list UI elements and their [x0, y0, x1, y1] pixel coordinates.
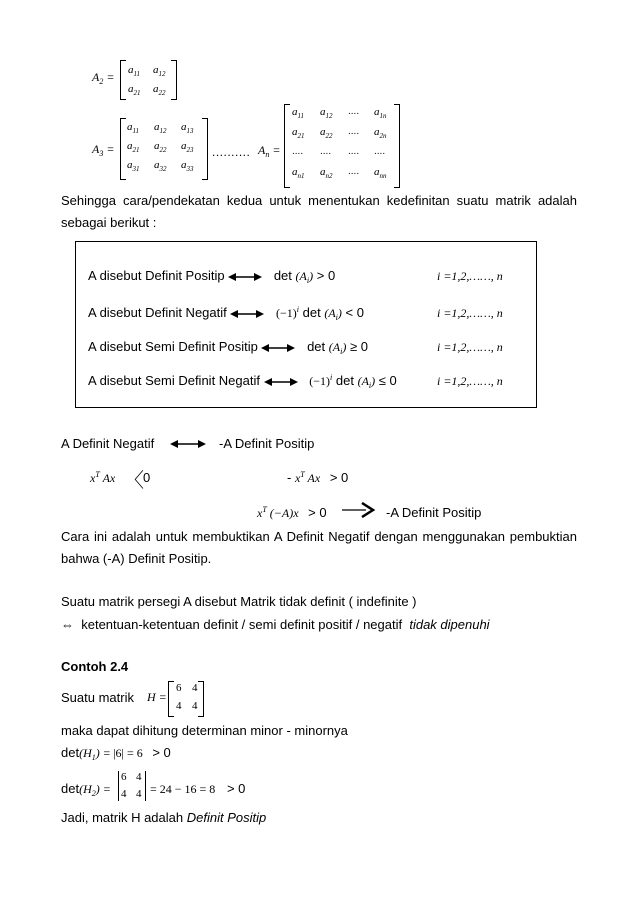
det-h2-cell: 4: [136, 771, 142, 783]
matrix-h-label: H =: [147, 690, 167, 704]
matrix-h-left-bracket: [168, 681, 174, 717]
matrix-a3-cell: $a_{22}$: [154, 140, 167, 154]
matrix-an-ellipsis: ....: [348, 166, 360, 177]
indefinite-line: Suatu matrik persegi A disebut Matrik tidak definit ( indefinite ): [61, 594, 417, 609]
matrix-an-ellipsis: ....: [348, 106, 360, 117]
xt-neg-a-x-expression: $x^T$ (−A)x > 0: [257, 505, 327, 520]
example-intro: Suatu matrik: [61, 690, 134, 705]
matrix-a3-cell: $a_{12}$: [154, 121, 167, 135]
matrix-an-label: $A_n$ =: [258, 143, 281, 159]
matrix-an-left-bracket: [284, 104, 290, 188]
matrix-a3-cell: $a_{23}$: [181, 140, 194, 154]
double-arrow-icon: [261, 343, 295, 353]
matrix-a3-cell: $a_{11}$: [127, 121, 139, 135]
matrix-an-cell: $a_{21}$: [292, 126, 305, 140]
minor-text: maka dapat dihitung determinan minor - minornya: [61, 723, 348, 738]
matrix-h-cell: 4: [192, 700, 198, 712]
indefinite-condition: ⇔ ketentuan-ketentuan definit / semi definit positif / negatif tidak dipenuhi: [61, 617, 490, 632]
matrix-a3-right-bracket: [202, 118, 208, 180]
det-h2-cell: 4: [121, 788, 127, 800]
xtax-expression: $x^T$ Ax: [90, 470, 116, 485]
det-h2-result: = 24 − 16 = 8 > 0: [150, 781, 246, 796]
neg-def-right: -A Definit Positip: [219, 436, 315, 451]
criterion-range: i =1,2,……, n: [437, 374, 503, 388]
matrix-a3-cell: $a_{32}$: [154, 159, 167, 173]
implies-arrow-icon: [342, 502, 376, 518]
matrix-an-cell: $a_{nn}$: [374, 166, 387, 180]
criterion-definit-negatif: A disebut Definit Negatif $(-1)^i$ $\det (A_i) < 0$: [88, 305, 364, 322]
criterion-semi-definit-negatif: A disebut Semi Definit Negatif $(-1)^i$ $\det (A_i) \le 0$: [88, 373, 397, 390]
double-arrow-icon: [228, 272, 262, 282]
matrix-an-cell: $a_{12}$: [320, 106, 333, 120]
det-h1: $\det(H_1) = |6| = 6 > 0$: [61, 745, 171, 762]
criterion-definit-positip: A disebut Definit Positip $\det (A_i) > 0$: [88, 268, 336, 285]
zero-value: 0: [143, 470, 151, 485]
matrix-a3-cell: $a_{13}$: [181, 121, 194, 135]
criterion-range: i =1,2,……, n: [437, 269, 503, 283]
matrix-an-cell: $a_{1n}$: [374, 106, 387, 120]
less-than-angle: 〈: [124, 470, 144, 492]
det-h2-cell: 6: [121, 771, 127, 783]
matrix-an-ellipsis: ....: [292, 146, 304, 157]
matrix-h-right-bracket: [198, 681, 204, 717]
matrix-an-cell: $a_{22}$: [320, 126, 333, 140]
double-arrow-icon: [264, 377, 298, 387]
matrix-an-cell: $a_{n1}$: [292, 166, 305, 180]
matrix-h-cell: 4: [192, 682, 198, 694]
matrix-an-cell: $a_{n2}$: [320, 166, 333, 180]
matrix-an-cell: $a_{11}$: [292, 106, 304, 120]
neg-def-left: A Definit Negatif: [61, 436, 155, 451]
matrix-a2-right-bracket: [171, 60, 177, 100]
implies-result: -A Definit Positip: [386, 505, 482, 520]
cara-paragraph: Cara ini adalah untuk membuktikan A Definit Negatif dengan menggunakan pembuktian bahwa (-A) Definit Positip.: [61, 529, 577, 566]
matrix-a2-cell: $a_{11}$: [128, 64, 140, 78]
matrix-an-cell: $a_{2n}$: [374, 126, 387, 140]
matrix-a3-label: $A_3$ =: [92, 142, 115, 158]
det-h2-cell: 4: [136, 788, 142, 800]
matrix-a2-cell: $a_{12}$: [153, 64, 166, 78]
matrix-an-right-bracket: [394, 104, 400, 188]
double-arrow-icon: [170, 439, 206, 449]
matrix-an-ellipsis: ....: [348, 146, 360, 157]
matrix-an-ellipsis: ....: [320, 146, 332, 157]
matrix-a3-cell: $a_{21}$: [127, 140, 140, 154]
matrix-a2-cell: $a_{22}$: [153, 83, 166, 97]
conclusion: Jadi, matrik H adalah Definit Positip: [61, 810, 267, 825]
matrix-a3-cell: $a_{31}$: [127, 159, 140, 173]
matrix-a2-left-bracket: [120, 60, 126, 100]
criterion-range: i =1,2,……, n: [437, 306, 503, 320]
neg-xtax-expression: - $x^T$ Ax > 0: [287, 470, 349, 485]
example-title: Contoh 2.4: [61, 659, 129, 674]
double-arrow-icon: [230, 309, 264, 319]
matrix-a3-left-bracket: [120, 118, 126, 180]
matrix-a2-cell: $a_{21}$: [128, 83, 141, 97]
det-h2-label: $\det(H_2)$ =: [61, 781, 111, 798]
criterion-semi-definit-positip: A disebut Semi Definit Positip $\det (A_i) \ge 0$: [88, 339, 368, 356]
matrix-h-cell: 4: [176, 700, 182, 712]
matrix-a2-label: $A_2$ =: [92, 70, 115, 86]
matrix-an-ellipsis: ....: [348, 126, 360, 137]
intro-paragraph: Sehingga cara/pendekatan kedua untuk menentukan kedefinitan suatu matrik adalah sebagai berikut :: [61, 193, 577, 230]
matrix-h-cell: 6: [176, 682, 182, 694]
matrix-dots: ..........: [212, 145, 251, 159]
criterion-range: i =1,2,……, n: [437, 340, 503, 354]
matrix-an-ellipsis: ....: [374, 146, 386, 157]
matrix-a3-cell: $a_{33}$: [181, 159, 194, 173]
